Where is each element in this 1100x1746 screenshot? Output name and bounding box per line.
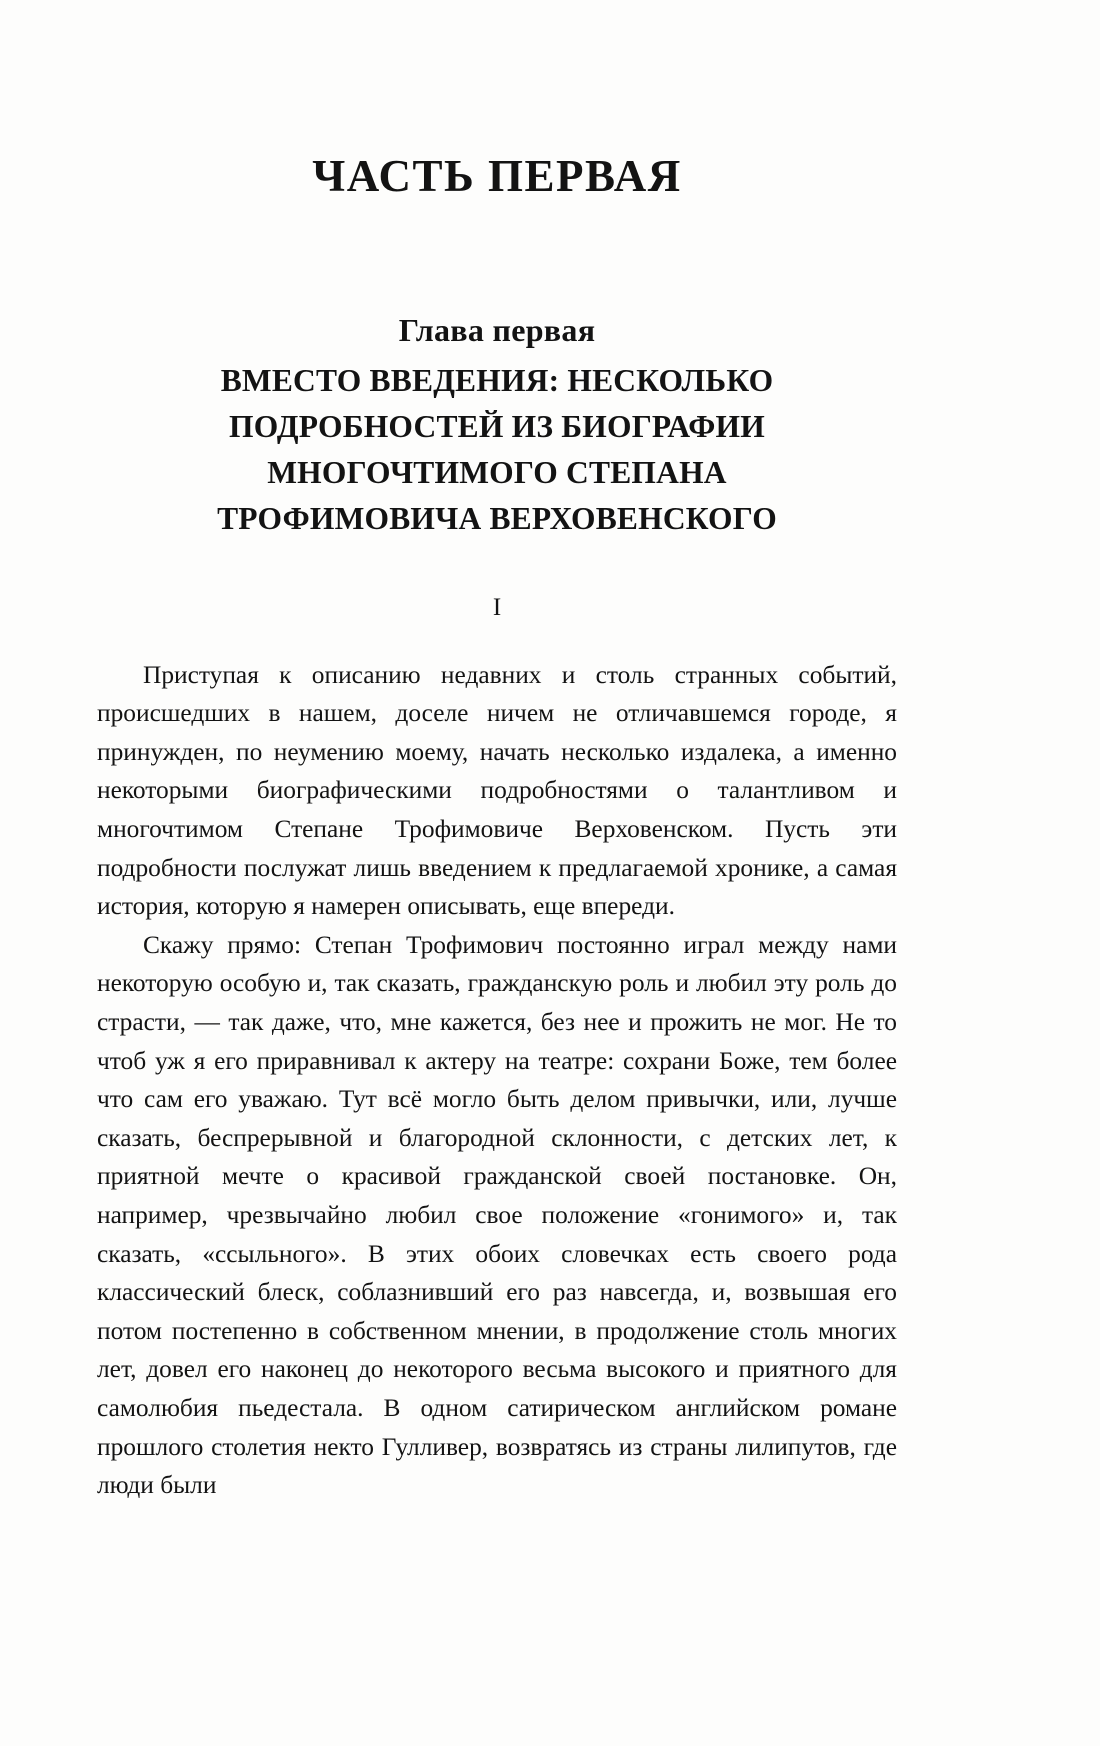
section-numeral: I	[492, 593, 502, 621]
chapter-title-line-1: ВМЕСТО ВВЕДЕНИЯ: НЕСКОЛЬКО	[220, 362, 774, 398]
chapter-title-line-4: ТРОФИМОВИЧА ВЕРХОВЕНСКОГО	[217, 501, 777, 537]
chapter-title	[97, 358, 897, 543]
chapter-title-line-3: МНОГОЧТИМОГО СТЕПАНА	[267, 455, 727, 491]
page-content	[97, 0, 897, 1505]
paragraph: Приступая к описанию недавних и столь странных событий, происшедших в нашем, доселе ничем не отличавшемся городе, я принужден, по неумению моему, начать несколько издалека, а именно некоторыми биографическими подробностями о талантливом и многочтимом Степане Трофимовиче Верховенском. Пусть эти подробности послужат лишь введением к предлагаемой хронике, а самая история, которую я намерен описывать, еще впереди.	[97, 660, 897, 921]
body-text	[97, 656, 897, 1505]
chapter-number-label: Глава первая	[398, 311, 596, 348]
paragraph: Скажу прямо: Степан Трофимович постоянно играл между нами некоторую особую и, так сказать, гражданскую роль и любил эту роль до страсти, — так даже, что, мне кажется, без нее и прожить не мог. Не то чтоб уж я его приравнивал к актеру на театре: сохрани Боже, тем более что сам его уважаю. Тут всё могло быть делом привычки, или, лучше сказать, беспрерывной и благородной склонности, с детских лет, к приятной мечте о красивой гражданской своей постановке. Он, например, чрезвычайно любил свое положение «гонимого» и, так сказать, «ссыльного». В этих обоих словечках есть своего рода классический блеск, соблазнивший его раз навсегда, и, возвышая его потом постепенно в собственном мнении, в продолжение столь многих лет, довел его наконец до некоторого весьма высокого и приятного для самолюбия пьедестала. В одном сатирическом английском романе прошлого столетия некто Гулливер, возвратясь из страны лилипутов, где люди были	[97, 930, 897, 1500]
part-title: ЧАСТЬ ПЕРВАЯ	[312, 151, 682, 201]
chapter-title-line-2: ПОДРОБНОСТЕЙ ИЗ БИОГРАФИИ	[229, 408, 765, 444]
chapter-heading-block	[97, 310, 897, 543]
